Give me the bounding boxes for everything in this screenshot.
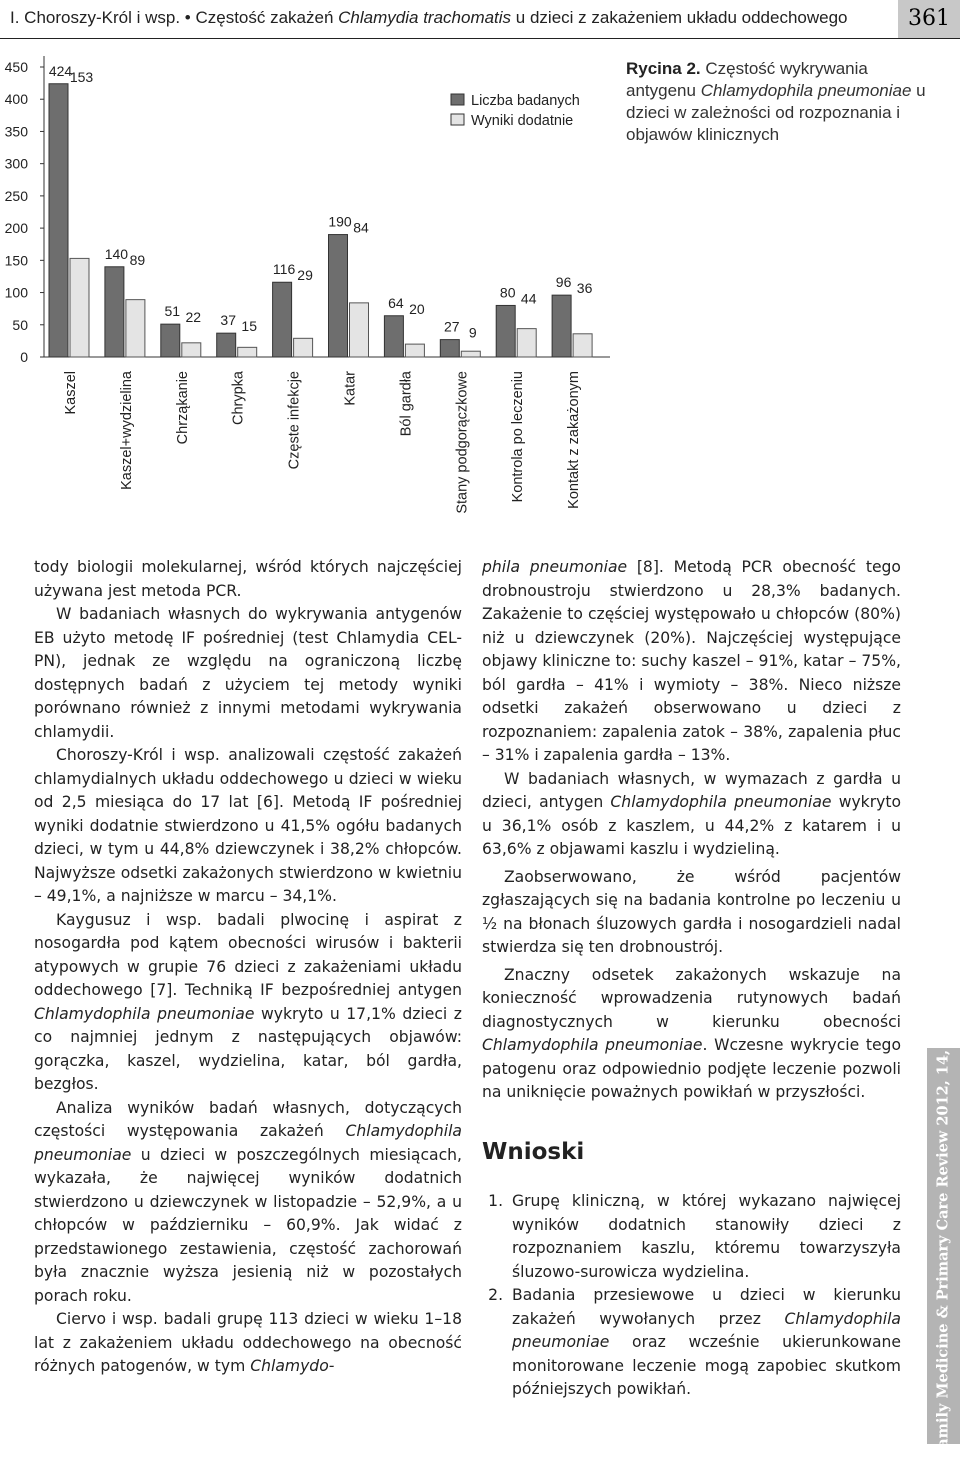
bar-wyniki-dodatnie — [405, 344, 424, 357]
running-head-authors: I. Choroszy-Król i wsp. — [10, 8, 181, 27]
x-category-label: Chrypka — [230, 371, 247, 425]
bar-liczba-badanych — [496, 305, 515, 357]
paragraph: W badaniach własnych do wykrywania antygenów EB użyto metodę IF pośredniej (test Chlamydia CEL-PN), jednak ze względu na ograniczoną liczbę dostępnych badań z użyciem tej metody wyniki porównano również z innymi metodami wykrywania chlamydii. — [34, 605, 462, 741]
y-tick-label: 200 — [4, 220, 28, 237]
bar-wyniki-dodatnie — [517, 329, 536, 357]
text-run: Zaobserwowano, że wśród pacjentów zgłaszających się na badania kontrolne po leczeniu u — [482, 867, 901, 909]
bar-liczba-badanych — [440, 340, 459, 357]
text-italic: phila pneumoniae — [482, 558, 628, 576]
text-run: Ciervo i wsp. badali grupę 113 dzieci w wieku 1–18 lat z zakażeniem układu oddechowego na obecność różnych patogenów, w tym — [34, 1310, 462, 1375]
y-tick-label: 450 — [4, 59, 28, 75]
running-header — [0, 0, 960, 39]
y-tick-label: 250 — [4, 187, 28, 204]
running-head-title-part: u dzieci z zakażeniem układu oddechowego — [511, 8, 848, 27]
paragraph: Choroszy-Król i wsp. analizowali częstość zakażeń chlamydialnych układu oddechowego u dzieci w wieku od 2,5 miesiąca do 17 lat [6]. Metodą IF pośredniej wyniki dodatnie stwierdzono u 41,5% ogółu badanych dzieci, w tym u 44,8% dziewczynek i 38,2% chłopców. Najwyższe odsetki zakażonych stwierdzono w kwietniu – 49,1%, a najniższe w marcu – 34,1%. — [34, 746, 462, 905]
text-run: [8]. Metodą PCR obecność tego drobnoustroju stwierdzono u 28,3% badanych. Zakażenie to częściej występowało u chłopców (80%) niż u dziewczynek (20%). Najczęściej występujące objawy kliniczne to: suchy kaszel – 91%, katar – 75%, ból gardła – 41% i wymioty – 38%. Nieco niższe odsetki zakażeń obserwowano u dzieci z rozpoznaniem: zapalenia zatok – 38%, zapalenia płuc – 31% i zapalenia gardła – 13%. — [482, 558, 901, 764]
y-tick-label: 400 — [4, 91, 28, 108]
paragraph — [34, 1308, 462, 1379]
text-run: . Wczesne wykrycie tego patogenu oraz odpowiednio podjęte leczenie pozwoli na uniknięcie poważnych powikłań w przyszłości. — [482, 1036, 901, 1101]
x-category-label: Kaszel — [63, 371, 79, 415]
x-category-label: Kontakt z zakażonym — [566, 371, 583, 509]
data-label-liczba-badanych: 27 — [444, 318, 460, 335]
journal-sidebar — [927, 1034, 960, 1457]
fraction-half: ½ — [482, 914, 498, 933]
data-label-liczba-badanych: 96 — [555, 274, 572, 291]
data-label-wyniki-dodatnie: 153 — [69, 68, 94, 85]
bar-liczba-badanych — [217, 333, 236, 357]
bar-chart — [0, 50, 620, 520]
text-italic: Chlamydophila pneumoniae — [482, 1036, 703, 1054]
bar-wyniki-dodatnie — [126, 300, 145, 357]
journal-name: Family Medicine & Primary Care Review 2012, 14, 3 — [934, 1034, 952, 1457]
text-run: na błonach śluzowych gardła i nosogardzieli nadal stwierdza się ten drobnoustrój. — [482, 914, 901, 956]
data-label-liczba-badanych: 51 — [164, 303, 181, 320]
x-category-label: Ból gardła — [398, 371, 415, 437]
text-run: Kaygusuz i wsp. badali plwocinę i aspirat z nosogardła pod kątem obecności wirusów i bakterii atypowych w grupie 76 dzieci z zakażeniami układu oddechowego [7]. Techniką IF bezpośredniej antygen — [34, 910, 462, 999]
running-head-title-part: Częstość zakażeń — [195, 8, 339, 27]
data-label-liczba-badanych: 64 — [388, 294, 404, 311]
text-run: wykryto u 36,1% osób z kaszlem, u 44,2% z katarem i u 63,6% z objawami kaszlu i wydzieliną. — [482, 793, 901, 858]
conclusion-item — [508, 1284, 901, 1402]
running-head — [10, 8, 848, 28]
bar-wyniki-dodatnie — [573, 334, 592, 357]
conclusion-item: 1. Grupę kliniczną, w której wykazano najwięcej wyników dodatnich stanowiły dzieci z rozpoznaniem kaszlu, któremu towarzyszyła śluzowo-surowicza wydzielina. — [508, 1190, 901, 1284]
data-label-liczba-badanych: 190 — [328, 213, 352, 230]
text-run: Znaczny odsetek zakażonych wskazuje na konieczność wprowadzenia rutynowych badań diagnostycznych w kierunku obecności — [482, 965, 901, 1031]
caption-text: Częstość wykrywania antygenu — [626, 59, 868, 100]
data-label-wyniki-dodatnie: 22 — [185, 309, 202, 326]
bar-liczba-badanych — [161, 324, 180, 357]
y-tick-label: 300 — [4, 155, 28, 172]
text-italic: Chlamydophila pneumoniae — [34, 1122, 462, 1164]
legend-label: Liczba badanych — [471, 93, 580, 109]
bar-wyniki-dodatnie — [70, 258, 89, 357]
y-tick-label: 150 — [4, 252, 28, 269]
x-category-label: Stany podgorączkowe — [454, 371, 471, 514]
legend-swatch — [451, 94, 464, 105]
data-label-liczba-badanych: 424 — [48, 62, 73, 79]
conclusions-list — [482, 1190, 901, 1402]
text-run: wykryto u 17,1% dzieci z co najmniej jednym z następujących objawów: gorączka, kaszel, wydzielina, katar, ból gardła, bezgłos. — [34, 1004, 462, 1093]
x-category-label: Katar — [342, 371, 359, 406]
section-heading: Wnioski — [482, 1138, 585, 1165]
legend-swatch — [451, 114, 464, 125]
text-run: Badania przesiewowe u dzieci w kierunku zakażeń wywołanych przez — [512, 1286, 901, 1328]
text-run: u dzieci w poszczególnych miesiącach, wykazała, że najwięcej wyników dodatnich stwierdzono u dziewczynek w listopadzie – 52,9%, a u chłopców w październiku – 60,9%. Jak widać z przedstawionego zestawienia, częstość zachorowań była znacznie wyższa jesienią niż w pozostałych porach roku. — [34, 1145, 462, 1305]
bar-wyniki-dodatnie — [461, 351, 480, 357]
caption-label: Rycina 2. — [626, 59, 701, 78]
data-label-wyniki-dodatnie: 84 — [353, 219, 369, 236]
bar-liczba-badanych — [552, 295, 571, 357]
caption-text: u dzieci w zależności od rozpoznania i objawów klinicznych — [626, 81, 926, 144]
x-category-label: Kontrola po leczeniu — [510, 371, 527, 503]
data-label-wyniki-dodatnie: 29 — [297, 267, 313, 284]
bar-liczba-badanych — [49, 84, 68, 357]
left-column — [34, 556, 462, 1379]
caption-italic: Chlamydophila pneumoniae — [700, 81, 912, 100]
paragraph — [482, 866, 901, 960]
bar-wyniki-dodatnie — [350, 303, 369, 357]
paragraph — [482, 964, 901, 1105]
text-run: oraz wcześnie ukierunkowane monitorowane leczenie mogą zapobiec skutkom późniejszych powikłań. — [512, 1333, 901, 1398]
data-label-liczba-badanych: 140 — [104, 245, 129, 262]
y-tick-label: 350 — [4, 123, 28, 140]
x-category-label: Kaszel+wydzielina — [118, 371, 135, 490]
legend-label: Wyniki dodatnie — [471, 113, 574, 129]
paragraph — [482, 556, 901, 768]
y-tick-label: 0 — [20, 349, 28, 365]
text-italic: Chlamydophila pneumoniae — [610, 793, 832, 811]
text-italic: Chlamydophila pneumoniae — [512, 1309, 901, 1351]
bar-wyniki-dodatnie — [238, 347, 257, 357]
data-label-wyniki-dodatnie: 89 — [129, 251, 146, 268]
figure-caption — [626, 58, 926, 146]
bar-liczba-badanych — [384, 316, 403, 357]
bar-liczba-badanych — [273, 282, 292, 357]
text-run: Analiza wyników badań własnych, dotyczących częstości występowania zakażeń — [34, 1098, 462, 1140]
text-italic: Chlamydo- — [250, 1357, 335, 1375]
data-label-liczba-badanych: 37 — [220, 312, 236, 329]
running-head-bullet: • — [184, 8, 191, 27]
y-tick-label: 50 — [12, 316, 28, 333]
data-label-liczba-badanych: 116 — [272, 261, 296, 278]
paragraph: tody biologii molekularnej, wśród których najczęściej używana jest metoda PCR. — [34, 558, 462, 600]
data-label-wyniki-dodatnie: 9 — [468, 324, 477, 341]
right-column — [482, 556, 901, 1402]
paragraph — [34, 1097, 462, 1309]
x-category-label: Częste infekcje — [286, 371, 303, 470]
text-italic: Chlamydophila pneumoniae — [34, 1004, 255, 1023]
paragraph — [482, 768, 901, 862]
text-run: W badaniach własnych, w wymazach z gardła u dzieci, antygen — [482, 769, 901, 811]
page-number: 361 — [898, 0, 960, 38]
y-tick-label: 100 — [4, 284, 28, 301]
bar-liczba-badanych — [105, 267, 124, 357]
bar-liczba-badanych — [329, 235, 348, 357]
data-label-liczba-badanych: 80 — [499, 284, 516, 301]
bar-wyniki-dodatnie — [182, 343, 201, 357]
data-label-wyniki-dodatnie: 36 — [576, 280, 593, 297]
data-label-wyniki-dodatnie: 20 — [409, 300, 425, 317]
data-label-wyniki-dodatnie: 15 — [241, 318, 257, 335]
x-category-label: Chrząkanie — [174, 371, 191, 445]
running-head-title-italic: Chlamydia trachomatis — [338, 8, 512, 27]
paragraph — [34, 909, 462, 1097]
data-label-wyniki-dodatnie: 44 — [520, 290, 537, 307]
bar-wyniki-dodatnie — [294, 338, 313, 357]
